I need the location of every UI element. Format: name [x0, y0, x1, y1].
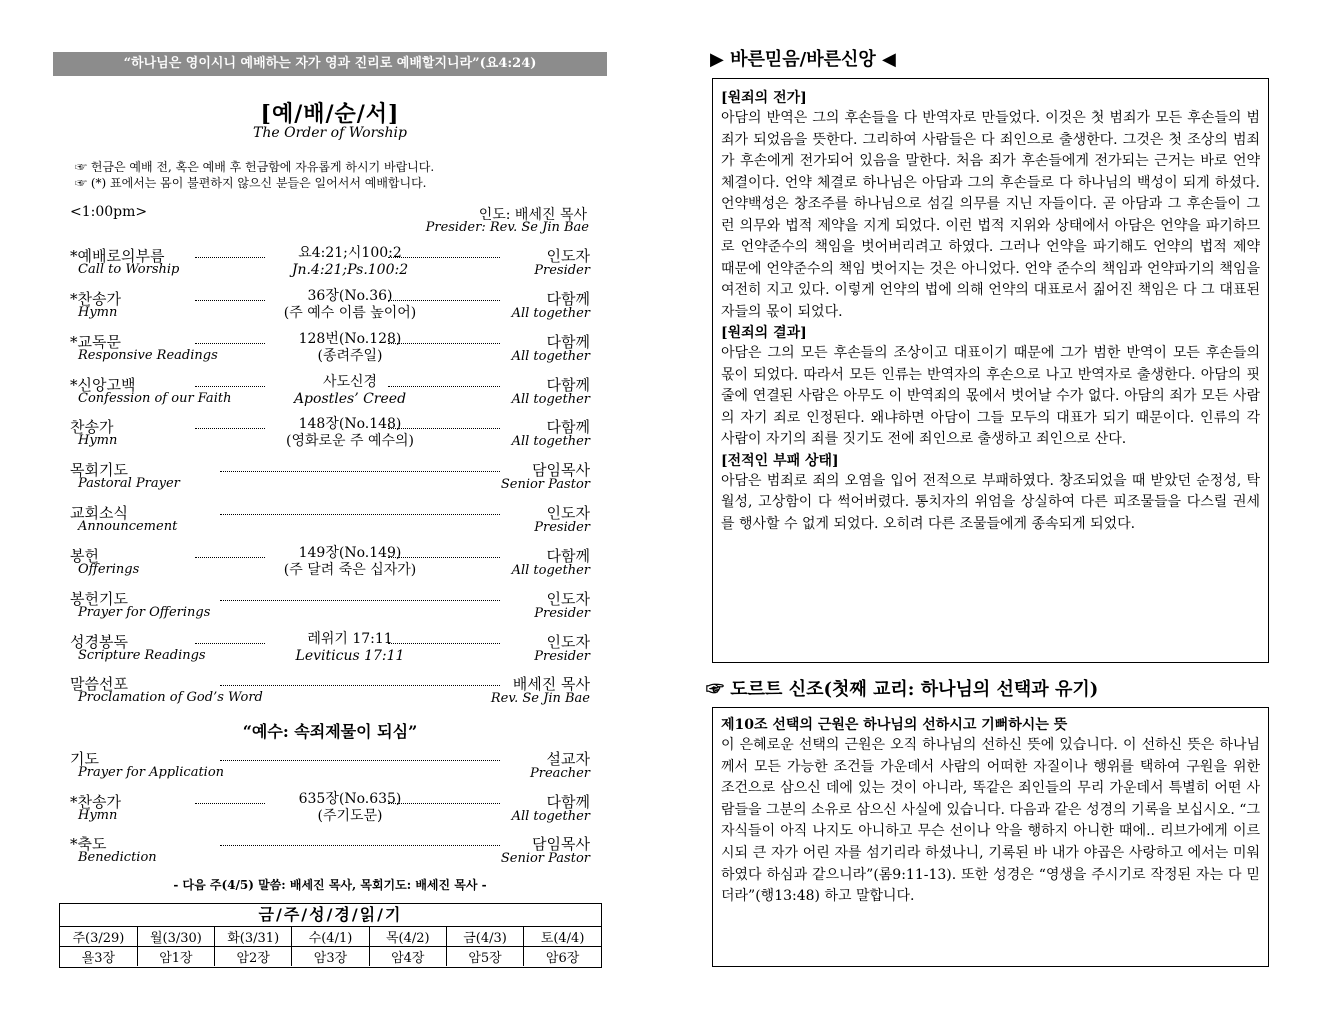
item-detail-line: 635장(No.635) — [298, 791, 402, 807]
item-korean: 말씀선포 — [70, 675, 128, 693]
item-detail-line: 149장(No.149) — [298, 545, 402, 561]
item-english: Benediction — [78, 850, 157, 865]
order-item — [70, 631, 590, 671]
item-role-english: Presider — [534, 520, 590, 535]
item-korean: 봉헌 — [70, 547, 99, 565]
item-role-english: Senior Pastor — [500, 851, 590, 866]
section-body: 아담의 반역은 그의 후손들을 다 반역자로 만들었다. 이것은 첫 범죄가 모든 후손들의 범죄가 되었음을 뜻한다. 그리하여 사람들은 다 죄인으로 출생한다. 그것은 첫 조상의 범죄가 후손에게 전가되어 있음을 말한다. 처음 죄가 후손들에게 전가되는 근거는 바로 언약체결이다. 언약 체결로 하나님은 아담과 그의 후손들로 다 하나님의 백성이 되게 하셨다. 언약백성은 창조주를 하나님으로 섬길 의무를 지닌 자들이다. 곧 아담과 그 후손들이 그런 의무와 법적 제약을 지게 되었다. 이런 법적 지위와 상태에서 아담은 언약을 파기하므로 언약준수의 책임을 벗어버리려고 하였다. 그러나 언약을 파기해도 언약의 법적 제약 때문에 언약준수의 책임 벗어지는 것은 아니었다. 언약 준수의 책임과 언약파기의 책임을 여전히 지고 있다. 이렇게 언약의 법에 의해 언약의 대표로서 짊어진 책임은 다 그 대표된 자들의 몫이 되었다. — [721, 110, 1260, 320]
item-role-english: Presider — [534, 649, 590, 664]
order-item — [70, 833, 590, 873]
dot-leader — [388, 300, 500, 301]
dot-leader — [220, 514, 500, 515]
dort-heading: ☞ 도르트 신조(첫째 교리: 하나님의 선택과 유기) — [706, 679, 1099, 700]
section-body: 아담은 범죄로 죄의 오염을 입어 전적으로 부패하였다. 창조되었을 때 받았던 순정성, 탁월성, 고상함이 다 썩어버렸다. 통치자의 위엄을 상실하여 다른 피조물들을 다스릴 권세를 행사할 수 없게 되었다. 오히려 다른 조물들에게 종속되게 되었다. — [721, 472, 1260, 532]
item-english: Hymn — [78, 305, 118, 320]
dot-leader — [195, 428, 265, 429]
item-role-korean: 다함께 — [546, 333, 590, 351]
item-korean: 기도 — [70, 750, 99, 768]
item-korean: 목회기도 — [70, 461, 128, 479]
item-detail — [240, 416, 460, 450]
reading-chapter: 암4장 — [369, 947, 446, 967]
item-role-english: All together — [511, 809, 590, 824]
item-role-english: Preacher — [530, 766, 590, 781]
item-english: Offerings — [78, 562, 140, 577]
item-detail-line: (주기도문) — [317, 808, 383, 824]
item-role-korean: 다함께 — [546, 793, 590, 811]
item-korean: *찬송가 — [70, 290, 121, 308]
dot-leader — [388, 643, 500, 644]
item-english: Scripture Readings — [78, 648, 206, 663]
item-detail-line: (종려주일) — [317, 348, 383, 364]
item-korean: 봉헌기도 — [70, 590, 128, 608]
item-role-korean: 배세진 목사 — [512, 675, 590, 693]
item-detail-line: 36장(No.36) — [307, 288, 393, 304]
article-title: 제10조 선택의 근원은 하나님의 선하시고 기뻐하시는 뜻 — [721, 717, 1068, 733]
dot-leader — [388, 343, 500, 344]
item-role-english: Presider — [534, 606, 590, 621]
scripture-banner: “하나님은 영이시니 예배하는 자가 영과 진리로 예배할지니라”(요4:24) — [53, 52, 607, 76]
item-english: Pastoral Prayer — [78, 476, 180, 491]
standing-note: ☞ (*) 표에서는 몸이 불편하지 않으신 분들은 일어서서 예배합니다. — [75, 176, 427, 190]
item-english: Call to Worship — [78, 262, 180, 277]
reading-day: 금(4/3) — [446, 927, 523, 947]
item-role-korean: 인도자 — [546, 590, 590, 608]
leader-english: Presider: Rev. Se Jin Bae — [425, 220, 589, 235]
item-role-korean: 인도자 — [546, 504, 590, 522]
item-detail — [240, 791, 460, 825]
item-english: Hymn — [78, 433, 118, 448]
item-role-english: All together — [511, 563, 590, 578]
item-detail-line: (주 예수 이름 높이어) — [283, 305, 417, 321]
item-detail-line: (주 달려 죽은 십자가) — [283, 562, 417, 578]
dot-leader — [195, 803, 265, 804]
item-english: Confession of our Faith — [78, 391, 232, 406]
order-title: [예/배/순/서] — [260, 101, 400, 127]
item-detail — [240, 288, 460, 322]
item-role-korean: 인도자 — [546, 247, 590, 265]
item-detail-line: Jn.4:21;Ps.100:2 — [291, 262, 409, 278]
order-item — [70, 331, 590, 371]
item-english: Prayer for Offerings — [78, 605, 211, 620]
dot-leader — [195, 386, 265, 387]
item-detail-line: 레위기 17:11 — [307, 631, 393, 647]
item-detail-line: 사도신경 — [322, 374, 378, 390]
item-detail-line: Leviticus 17:11 — [295, 648, 405, 664]
item-korean: *축도 — [70, 835, 107, 853]
order-item — [70, 673, 590, 713]
item-role-english: All together — [511, 306, 590, 321]
item-detail — [240, 374, 460, 408]
section-title: [원죄의 전가] — [721, 90, 807, 106]
order-item — [70, 459, 590, 499]
offering-note: ☞ 헌금은 예배 전, 혹은 예배 후 헌금함에 자유롭게 하시기 바랍니다. — [75, 160, 435, 174]
item-korean: 성경봉독 — [70, 633, 128, 651]
faith-heading: ▶ 바른믿음/바른신앙 ◀ — [710, 49, 896, 70]
item-korean: *찬송가 — [70, 793, 121, 811]
item-english: Prayer for Application — [78, 765, 225, 780]
item-detail — [240, 331, 460, 365]
reading-day: 주(3/29) — [60, 927, 137, 947]
article-body: 이 은혜로운 선택의 근원은 오직 하나님의 선하신 뜻에 있습니다. 이 선하신 뜻은 하나님께서 모든 가능한 조건들 가운데서 사람의 어떠한 자질이나 행위를 택하여 구원을 위한 조건으로 삼으신 데에 있는 것이 아니라, 똑같은 죄인들의 무리 가운데서 특별히 어떤 사람들을 그분의 소유로 삼으신 사실에 있습니다. 다음과 같은 성경의 기록을 보십시오. “그 자식들이 아직 나지도 아니하고 무슨 선이나 악을 행하지 아니한 때에.. 리브가에게 이르시되 큰 자가 어린 자를 섬기리라 하셨나니, 기록된 바 내가 야곱은 사랑하고 에서는 미워하였다 하심과 같으니라”(롬9:11-13). 또한 성경은 “영생을 주시기로 작정된 자는 다 믿더라”(행13:48) 하고 말합니다. — [721, 737, 1261, 905]
order-item — [70, 288, 590, 328]
dot-leader — [220, 600, 500, 601]
dot-leader — [220, 471, 500, 472]
item-korean: *신앙고백 — [70, 376, 136, 394]
reading-chapter: 암2장 — [215, 947, 292, 967]
item-korean: 찬송가 — [70, 418, 114, 436]
item-detail — [240, 631, 460, 665]
order-item — [70, 245, 590, 285]
item-korean: *교독문 — [70, 333, 121, 351]
item-role-english: Rev. Se Jin Bae — [490, 691, 590, 706]
sermon-title: “예수: 속죄제물이 되심” — [242, 722, 418, 741]
item-english: Responsive Readings — [78, 348, 218, 363]
dot-leader — [388, 386, 500, 387]
item-role-english: All together — [511, 392, 590, 407]
item-english: Announcement — [78, 519, 178, 534]
dot-leader — [388, 557, 500, 558]
item-detail-line: Apostles’ Creed — [293, 391, 407, 407]
item-role-english: All together — [511, 349, 590, 364]
dot-leader — [195, 643, 265, 644]
item-detail-line: 148장(No.148) — [298, 416, 402, 432]
order-item — [70, 374, 590, 414]
item-role-korean: 다함께 — [546, 547, 590, 565]
item-role-korean: 다함께 — [546, 376, 590, 394]
dot-leader — [220, 685, 500, 686]
section-title: [전적인 부패 상태] — [721, 452, 839, 469]
item-role-korean: 설교자 — [546, 750, 590, 768]
dot-leader — [195, 257, 265, 258]
item-detail-line: 요4:21;시100:2 — [298, 245, 402, 261]
item-korean: *예배로의부름 — [70, 247, 165, 265]
faith-box — [712, 78, 1269, 663]
item-role-english: All together — [511, 434, 590, 449]
next-week-notice: - 다음 주(4/5) 말씀: 배세진 목사, 목회기도: 배세진 목사 - — [173, 878, 487, 892]
item-english: Proclamation of God’s Word — [78, 690, 263, 705]
item-role-english: Senior Pastor — [500, 477, 590, 492]
reading-day: 수(4/1) — [292, 927, 369, 947]
item-korean: 교회소식 — [70, 504, 128, 522]
reading-title: 금/주/성/경/읽/기 — [60, 904, 601, 927]
item-role-korean: 담임목사 — [532, 835, 590, 853]
dot-leader — [220, 845, 500, 846]
section-body: 아담은 그의 모든 후손들의 조상이고 대표이기 때문에 그가 범한 반역이 모든 후손들의 몫이 되었다. 따라서 모든 인류는 반역자의 후손으로 나고 반역자로 출생한다. 아담의 핏줄에 연결된 사람은 아무도 이 반역죄의 몫에서 벗어날 수가 없다. 아담의 죄가 모든 사람의 자기 죄로 인정된다. 왜냐하면 아담이 그들 모두의 대표가 되기 때문이다. 인류의 각 사람이 자기의 죄를 짓기도 전에 죄인으로 출생하고 죄인으로 산다. — [721, 345, 1260, 447]
item-role-korean: 다함께 — [546, 418, 590, 436]
item-detail — [240, 245, 460, 279]
dort-box — [712, 707, 1269, 967]
order-item — [70, 748, 590, 788]
reading-chapter: 암5장 — [446, 947, 523, 967]
item-detail-line: (영화로운 주 예수의) — [285, 433, 415, 449]
item-role-korean: 인도자 — [546, 633, 590, 651]
order-item — [70, 502, 590, 542]
order-subtitle: The Order of Worship — [253, 125, 407, 141]
item-english: Hymn — [78, 808, 118, 823]
item-role-english: Presider — [534, 263, 590, 278]
item-detail-line: 128번(No.128) — [298, 331, 402, 347]
order-item — [70, 791, 590, 831]
reading-day: 월(3/30) — [137, 927, 214, 947]
order-item — [70, 588, 590, 628]
reading-chapter: 암3장 — [292, 947, 369, 967]
order-item — [70, 545, 590, 585]
reading-chapter: 욜3장 — [60, 947, 137, 967]
dot-leader — [388, 428, 500, 429]
dot-leader — [388, 803, 500, 804]
dot-leader — [388, 257, 500, 258]
item-role-korean: 다함께 — [546, 290, 590, 308]
item-detail — [240, 545, 460, 579]
reading-chapter: 암1장 — [137, 947, 214, 967]
dot-leader — [220, 760, 500, 761]
order-item — [70, 416, 590, 456]
dot-leader — [195, 343, 265, 344]
dot-leader — [195, 557, 265, 558]
reading-chapter: 암6장 — [545, 951, 580, 966]
reading-day: 토(4/4) — [524, 927, 601, 947]
section-title: [원죄의 결과] — [721, 325, 807, 341]
weekly-reading-table — [59, 903, 602, 968]
service-time: <1:00pm> — [70, 204, 148, 220]
leader-korean: 인도: 배세진 목사 — [478, 207, 587, 223]
dot-leader — [195, 300, 265, 301]
reading-day: 화(3/31) — [215, 927, 292, 947]
item-role-korean: 담임목사 — [532, 461, 590, 479]
reading-day: 목(4/2) — [369, 927, 446, 947]
